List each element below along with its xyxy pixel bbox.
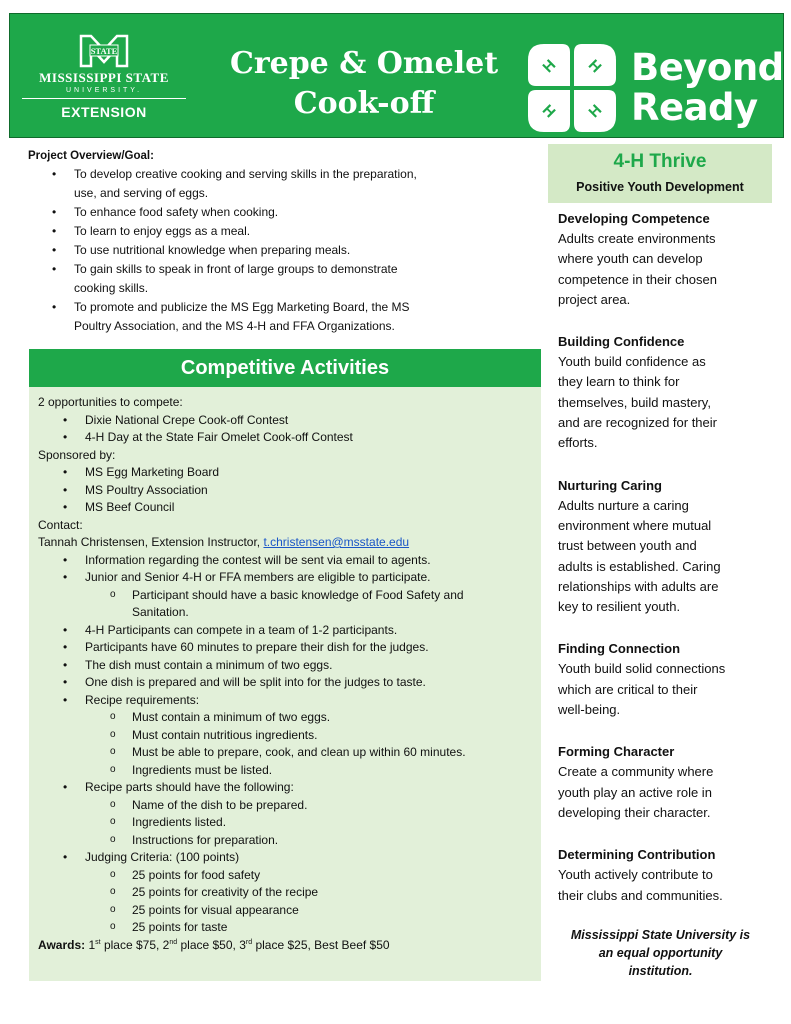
section-title: Building Confidence bbox=[558, 334, 685, 350]
svg-text:H: H bbox=[585, 101, 606, 122]
section-line: Youth build solid connections bbox=[558, 661, 726, 677]
list-item: • MS Poultry Association bbox=[38, 482, 541, 500]
sub-list-item bbox=[85, 587, 541, 622]
msu-m-shield-icon bbox=[77, 34, 131, 68]
contact-email-link[interactable]: t.christensen@msstate.edu bbox=[263, 535, 410, 549]
thrive-section bbox=[558, 475, 768, 618]
sub-list-item: o Must contain nutritious ingredients. bbox=[85, 727, 541, 745]
contact-line bbox=[38, 534, 541, 552]
msu-extension-logo bbox=[22, 34, 186, 120]
section-line: developing their character. bbox=[558, 804, 711, 820]
sub-list-item-line: Sanitation. bbox=[132, 605, 189, 619]
equal-opportunity-statement bbox=[553, 926, 768, 980]
sub-list-item: o Must be able to prepare, cook, and clean up within 60 minutes. bbox=[85, 744, 541, 762]
list-item bbox=[38, 849, 541, 937]
section-text bbox=[558, 352, 768, 453]
section-line: Create a community where bbox=[558, 764, 714, 780]
award-second bbox=[163, 938, 240, 952]
sponsors-list bbox=[38, 464, 541, 517]
section-line: and are recognized for their bbox=[558, 415, 717, 431]
section-line: youth play an active role in bbox=[558, 784, 712, 800]
sub-list-item: o 25 points for taste bbox=[85, 919, 541, 937]
opportunities-label: 2 opportunities to compete: bbox=[38, 395, 183, 409]
opportunities-list bbox=[38, 412, 541, 447]
thrive-section bbox=[558, 208, 768, 310]
thrive-subtitle: Positive Youth Development bbox=[576, 180, 744, 194]
section-line: project area. bbox=[558, 291, 631, 307]
rules-list bbox=[38, 552, 541, 937]
sub-list bbox=[85, 709, 541, 779]
list-item: • The dish must contain a minimum of two eggs. bbox=[38, 657, 541, 675]
thrive-section bbox=[558, 844, 768, 906]
list-item: • 4-H Participants can compete in a team of 1-2 participants. bbox=[38, 622, 541, 640]
statement-line: Mississippi State University is bbox=[570, 928, 751, 942]
msu-divider bbox=[22, 98, 186, 99]
sub-list-item: o Must contain a minimum of two eggs. bbox=[85, 709, 541, 727]
statement-line: an equal opportunity bbox=[598, 946, 723, 960]
section-text bbox=[558, 229, 768, 310]
section-line: well-being. bbox=[558, 702, 621, 718]
sub-list-item: o 25 points for visual appearance bbox=[85, 902, 541, 920]
list-item-line: • To promote and publicize the MS Egg Marketing Board, the MS bbox=[74, 300, 410, 314]
sub-list-item: o 25 points for food safety bbox=[85, 867, 541, 885]
msu-name: MISSISSIPPI STATE bbox=[39, 70, 169, 85]
sub-list bbox=[85, 587, 541, 622]
section-line: Youth actively contribute to bbox=[558, 867, 713, 883]
section-line: where youth can develop bbox=[558, 251, 703, 267]
sub-list bbox=[85, 797, 541, 850]
list-item: • One dish is prepared and will be split into for the judges to taste. bbox=[38, 674, 541, 692]
competitive-activities-heading: Competitive Activities bbox=[29, 349, 541, 387]
section-text bbox=[558, 496, 768, 618]
sub-list-item: o Ingredients must be listed. bbox=[85, 762, 541, 780]
project-overview bbox=[28, 150, 503, 336]
list-item bbox=[28, 165, 503, 203]
list-item-line: • To learn to enjoy eggs as a meal. bbox=[74, 224, 251, 238]
list-item bbox=[38, 779, 541, 849]
section-text bbox=[558, 865, 768, 906]
section-line: which are critical to their bbox=[558, 681, 698, 697]
msu-shield-text: STATE bbox=[90, 46, 118, 56]
list-item-line: • To enhance food safety when cooking. bbox=[74, 205, 279, 219]
thrive-section bbox=[558, 741, 768, 823]
list-item-text: • Recipe parts should have the following: bbox=[85, 780, 294, 794]
list-item bbox=[28, 298, 503, 336]
list-item-line: • To develop creative cooking and serving skills in the preparation, bbox=[74, 167, 417, 181]
list-item-text: • Junior and Senior 4-H or FFA members are eligible to participate. bbox=[85, 570, 431, 584]
svg-text:H: H bbox=[584, 56, 605, 77]
page-title bbox=[206, 44, 522, 124]
list-item-text: • Recipe requirements: bbox=[85, 692, 200, 707]
section-line: adults is established. Caring bbox=[558, 558, 721, 574]
list-item-line: use, and serving of eggs. bbox=[74, 186, 209, 200]
awards-line bbox=[38, 937, 541, 955]
contact-label: Contact: bbox=[38, 517, 83, 532]
award-second-num: 2 bbox=[162, 937, 170, 952]
tagline-line-2: Ready bbox=[631, 86, 758, 129]
section-line: they learn to think for bbox=[558, 374, 680, 390]
sub-list-item: o Ingredients listed. bbox=[85, 814, 541, 832]
list-item: • MS Egg Marketing Board bbox=[38, 464, 541, 482]
sub-list-item: o Instructions for preparation. bbox=[85, 832, 541, 850]
section-line: themselves, build mastery, bbox=[558, 394, 711, 410]
thrive-header bbox=[548, 144, 772, 203]
section-line: efforts. bbox=[558, 435, 598, 451]
award-third-rest: place $25, Best Beef $50 bbox=[252, 937, 390, 952]
4-h-clover-icon bbox=[526, 42, 618, 134]
section-title: Developing Competence bbox=[558, 211, 710, 226]
section-title: Forming Character bbox=[558, 744, 675, 760]
section-text bbox=[558, 659, 768, 720]
list-item-line: Poultry Association, and the MS 4-H and FFA Organizations. bbox=[74, 319, 395, 333]
list-item bbox=[28, 241, 503, 260]
overview-list bbox=[28, 165, 503, 336]
tagline-line-1: Beyond bbox=[631, 46, 784, 89]
list-item: • Dixie National Crepe Cook-off Contest bbox=[38, 412, 541, 430]
header-banner bbox=[9, 13, 784, 138]
svg-text:H: H bbox=[538, 101, 559, 122]
section-line: relationships with adults are bbox=[558, 578, 719, 594]
list-item: • Participants have 60 minutes to prepare their dish for the judges. bbox=[38, 639, 541, 657]
award-first bbox=[88, 938, 162, 952]
list-item-text: • Judging Criteria: (100 points) bbox=[85, 850, 240, 864]
beyond-ready-tagline bbox=[631, 48, 784, 128]
award-third-sup: rd bbox=[245, 938, 253, 946]
sub-list-item-line: o Participant should have a basic knowledge of Food Safety and bbox=[132, 587, 464, 602]
list-item: • 4-H Day at the State Fair Omelet Cook-off Contest bbox=[38, 429, 541, 447]
list-item bbox=[38, 569, 541, 622]
list-item: • MS Beef Council bbox=[38, 499, 541, 517]
msu-university: UNIVERSITY. bbox=[65, 87, 143, 94]
section-text bbox=[558, 762, 768, 823]
section-line: Youth build confidence as bbox=[558, 354, 706, 370]
title-line-1: Crepe & Omelet bbox=[229, 46, 499, 81]
award-second-rest: place $50, bbox=[177, 937, 240, 952]
sub-list-item: o 25 points for creativity of the recipe bbox=[85, 884, 541, 902]
section-line: environment where mutual bbox=[558, 517, 712, 533]
awards-label: Awards: bbox=[38, 937, 86, 952]
award-first-rest: place $75, bbox=[100, 937, 163, 952]
list-item-line: • To use nutritional knowledge when preparing meals. bbox=[74, 243, 351, 257]
list-item-line: • To gain skills to speak in front of large groups to demonstrate bbox=[74, 262, 398, 276]
competitive-activities-panel bbox=[29, 349, 541, 981]
sponsored-label: Sponsored by: bbox=[38, 447, 116, 462]
section-line: trust between youth and bbox=[558, 538, 697, 554]
section-title: Nurturing Caring bbox=[558, 477, 662, 493]
section-title: Finding Connection bbox=[558, 641, 681, 657]
section-line: competence in their chosen bbox=[558, 271, 717, 287]
list-item bbox=[28, 203, 503, 222]
section-line: Adults create environments bbox=[558, 231, 716, 246]
award-third-num: 3 bbox=[239, 937, 246, 952]
section-line: key to resilient youth. bbox=[558, 599, 681, 615]
svg-text:H: H bbox=[539, 56, 560, 77]
section-title: Determining Contribution bbox=[558, 847, 716, 863]
award-second-sup: nd bbox=[169, 938, 178, 946]
thrive-section bbox=[558, 638, 768, 720]
section-line: Adults nurture a caring bbox=[558, 497, 689, 513]
section-line: their clubs and communities. bbox=[558, 887, 723, 903]
sub-list-item: o Name of the dish to be prepared. bbox=[85, 797, 541, 815]
award-first-sup: st bbox=[95, 938, 101, 946]
list-item bbox=[28, 260, 503, 298]
list-item-line: cooking skills. bbox=[74, 281, 149, 295]
msu-extension: EXTENSION bbox=[61, 104, 147, 120]
thrive-sidebar bbox=[558, 208, 768, 927]
thrive-title: 4-H Thrive bbox=[613, 151, 707, 172]
sub-list bbox=[85, 867, 541, 937]
title-line-2: Cook-off bbox=[293, 86, 435, 121]
list-item bbox=[38, 692, 541, 780]
list-item bbox=[28, 222, 503, 241]
award-first-num: 1 bbox=[88, 937, 96, 952]
list-item: • Information regarding the contest will be sent via email to agents. bbox=[38, 552, 541, 570]
award-third bbox=[239, 938, 389, 952]
contact-name: Tannah Christensen, Extension Instructor, bbox=[38, 535, 261, 549]
thrive-section bbox=[558, 331, 768, 453]
overview-heading: Project Overview/Goal: bbox=[28, 150, 154, 162]
statement-line: institution. bbox=[628, 964, 693, 978]
